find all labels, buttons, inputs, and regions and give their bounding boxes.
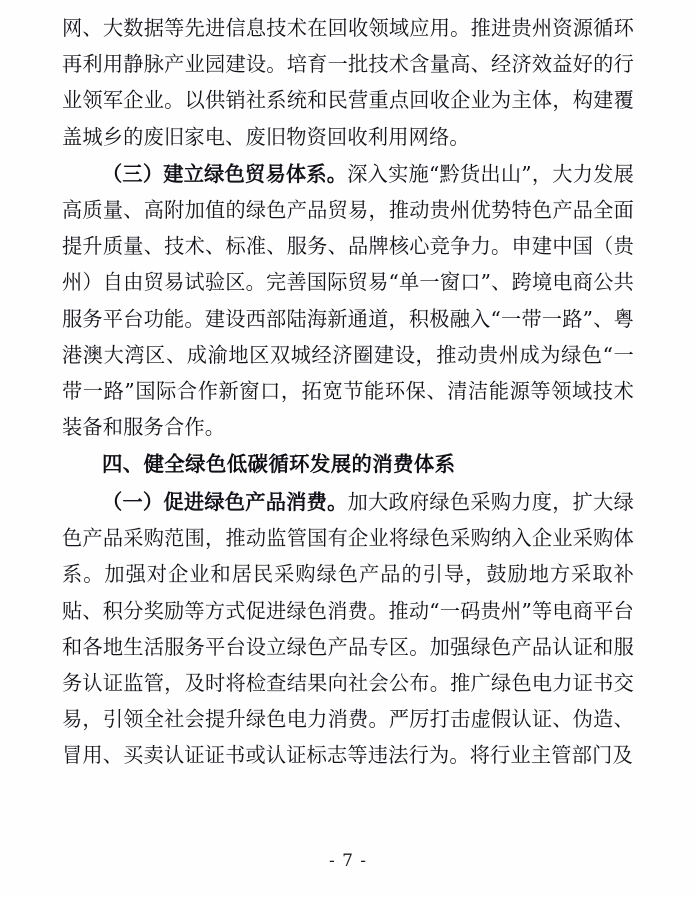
paragraph-text-green-trade: 深入实施“黔货出山”，大力发展高质量、高附加值的绿色产品贸易，推动贵州优势特色产品全面提升质量、技术、标准、服务、品牌核心竞争力。申建中国（贵州）自由贸易试验区。完善国际贸易“单一窗口”、跨境电商公共服务平台功能。建设西部陆海新通道，积极融入“一带一路”、粤港澳大湾区、成渝地区双城经济圈建设，推动贵州成为绿色“一带一路”国际合作新窗口，拓宽节能环保、清洁能源等领域技术装备和服务合作。 xyxy=(62,161,634,440)
paragraph-lead-green-trade: （三）建立绿色贸易体系。 xyxy=(102,161,348,186)
section-heading-four: 四、健全绿色低碳循环发展的消费体系 xyxy=(102,452,456,477)
page-number: - 7 - xyxy=(328,851,368,871)
paragraph-lead-green-consumption: （一）促进绿色产品消费。 xyxy=(102,490,348,515)
paragraph-green-trade-system xyxy=(62,156,634,446)
paragraph-continuation: 网、大数据等先进信息技术在回收领域应用。推进贵州资源循环再利用静脉产业园建设。培育一批技术含量高、经济效益好的行业领军企业。以供销社系统和民营重点回收企业为主体，构建覆盖城乡的废旧家电、废旧物资回收利用网络。 xyxy=(62,16,634,149)
paragraph-green-product-consumption xyxy=(62,484,634,774)
paragraph-text-green-consumption: 加大政府绿色采购力度，扩大绿色产品采购范围，推动监管国有企业将绿色采购纳入企业采购体系。加强对企业和居民采购绿色产品的引导，鼓励地方采取补贴、积分奖励等方式促进绿色消费。推动“一码贵州”等电商平台和各地生活服务平台设立绿色产品专区。加强绿色产品认证和服务认证监管，及时将检查结果向社会公布。推广绿色电力证书交易，引领全社会提升绿色电力消费。严厉打击虚假认证、伪造、冒用、买卖认证证书或认证标志等违法行为。将行业主管部门及 xyxy=(62,490,634,768)
document-body xyxy=(62,10,634,774)
